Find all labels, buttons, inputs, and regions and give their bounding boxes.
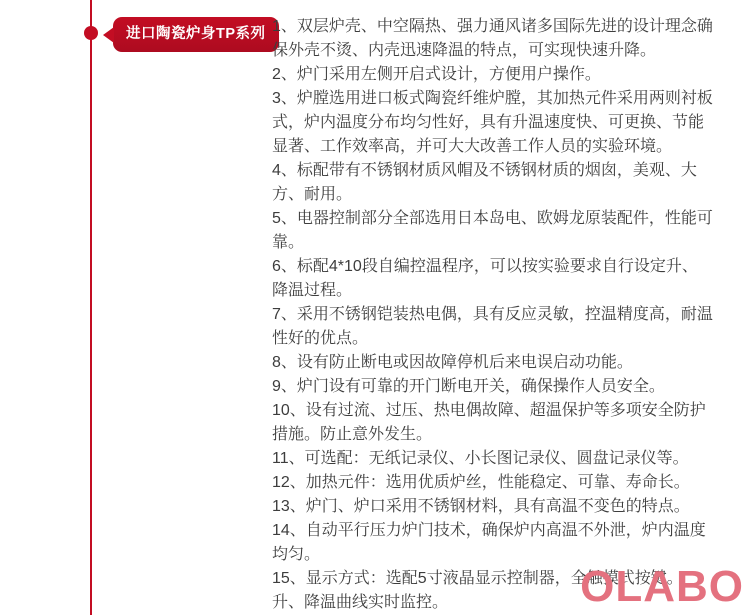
feature-item: 13、炉门、炉口采用不锈钢材料，具有高温不变色的特点。 [272,498,690,515]
feature-item: 5、电器控制部分全部选用日本岛电、欧姆龙原装配件，性能可靠。 [272,210,713,251]
series-tag-bubble [113,17,279,52]
feature-item: 15、显示方式：选配5寸液晶显示控制器，全触摸式按键。升、降温曲线实时监控。 [272,570,683,611]
feature-item: 11、可选配：无纸记录仪、小长图记录仪、圆盘记录仪等。 [272,450,689,467]
olabo-logo: OLABO [580,562,744,611]
feature-item: 12、加热元件：选用优质炉丝，性能稳定、可靠、寿命长。 [272,474,690,491]
feature-item: 10、设有过流、过压、热电偶故障、超温保护等多项安全防护措施。防止意外发生。 [272,402,706,443]
feature-item: 7、采用不锈钢铠装热电偶，具有反应灵敏，控温精度高，耐温性好的优点。 [272,306,713,347]
feature-item: 9、炉门设有可靠的开门断电开关，确保操作人员安全。 [272,378,665,395]
series-tag-label: 进口陶瓷炉身TP系列 [126,26,266,42]
feature-item: 3、炉膛选用进口板式陶瓷纤维炉膛，其加热元件采用两则衬板式，炉内温度分布均匀性好，具有升温速度快、可更换、节能显著、工作效率高，并可大大改善工作人员的实验环境。 [272,90,713,155]
timeline-line [90,0,92,615]
timeline-dot [84,26,98,40]
feature-item: 4、标配带有不锈钢材质风帽及不锈钢材质的烟囱，美观、大方、耐用。 [272,162,697,203]
feature-item: 2、炉门采用左侧开启式设计，方便用户操作。 [272,66,601,83]
feature-list [272,15,713,615]
feature-item: 8、设有防止断电或因故障停机后来电误启动功能。 [272,354,633,371]
tag-arrow-left-icon [103,27,114,43]
feature-item: 6、标配4*10段自编控温程序，可以按实验要求自行设定升、降温过程。 [272,258,698,299]
feature-item: 14、自动平行压力炉门技术，确保炉内高温不外泄，炉内温度均匀。 [272,522,706,563]
feature-item: 1、双层炉壳、中空隔热、强力通风诸多国际先进的设计理念确保外壳不烫、内壳迅速降温的特点，可实现快速升降。 [272,18,713,59]
